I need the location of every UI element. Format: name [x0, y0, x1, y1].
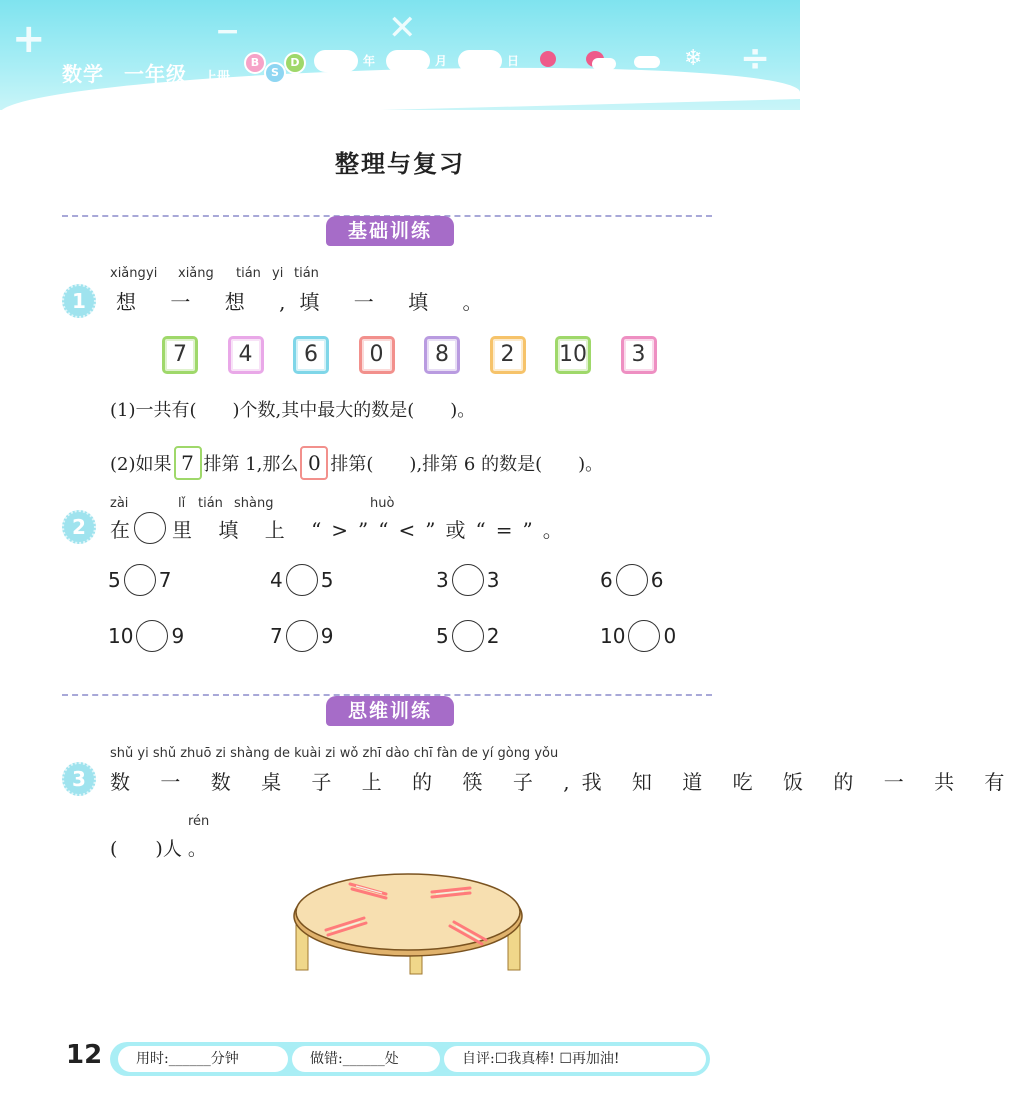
comparison-item	[270, 564, 333, 596]
compare-left: 3	[436, 568, 449, 592]
comparison-item	[270, 620, 333, 652]
q1-pinyin-4: tián	[236, 266, 261, 281]
q1-sub2-part-c: 排第( ),排第 6 的数是( )。	[330, 454, 604, 475]
compare-right: 5	[320, 568, 334, 592]
q2-pinyin-tian: tián	[198, 496, 223, 511]
compare-right: 2	[486, 624, 500, 648]
q3-text: 数 一 数 桌 子 上 的 筷 子 ,我 知 道 吃 饭 的 一 共 有	[110, 770, 1016, 794]
compare-left: 4	[270, 568, 283, 592]
footer-time[interactable]: 用时:______分钟	[118, 1046, 288, 1072]
number-card: 4	[228, 336, 264, 374]
round-table-illustration	[290, 870, 530, 980]
grade-label: 一年级	[124, 62, 187, 86]
question-number-3: 3	[62, 762, 96, 796]
month-label: 月	[435, 54, 448, 68]
compare-left: 7	[270, 624, 283, 648]
q2-pinyin-zai: zài	[110, 496, 129, 511]
page-title: 整理与复习	[335, 150, 465, 178]
times-decoration: ✕	[388, 8, 417, 48]
q1-sub2-part-b: 排第 1,那么	[203, 454, 299, 475]
q1-sub2-part-a: (2)如果	[110, 454, 172, 475]
question-number-2: 2	[62, 510, 96, 544]
comparison-item	[108, 564, 171, 596]
volume-label: 上册	[204, 70, 231, 85]
compare-circle-input[interactable]	[452, 564, 484, 596]
footer-self-eval[interactable]: 自评:☐我真棒! ☐再加油!	[444, 1046, 706, 1072]
q1-pinyin-5: yi	[272, 266, 284, 281]
day-field[interactable]	[458, 50, 502, 72]
q1-sub1: (1)一共有( )个数,其中最大的数是( )。	[110, 400, 476, 421]
q1-pinyin-1: xiǎng	[110, 266, 146, 281]
number-cards	[162, 336, 662, 372]
day-label: 日	[507, 54, 520, 68]
month-field[interactable]	[386, 50, 430, 72]
compare-left: 5	[436, 624, 449, 648]
bsd-b: B	[244, 52, 266, 74]
minus-decoration: −	[215, 14, 241, 49]
q2-pinyin-li: lǐ	[178, 496, 186, 511]
q2-text-a: 在	[110, 517, 140, 542]
q1-pinyin-2: yi	[146, 266, 158, 281]
compare-circle-input[interactable]	[124, 564, 156, 596]
number-card: 3	[621, 336, 657, 374]
compare-circle-input[interactable]	[452, 620, 484, 652]
compare-circle-input[interactable]	[616, 564, 648, 596]
comparison-item	[108, 620, 184, 652]
compare-left: 6	[600, 568, 613, 592]
section-tag-thinking: 思维训练	[326, 696, 454, 726]
compare-right: 0	[663, 624, 677, 648]
inline-card-7: 7	[174, 446, 202, 480]
subject-label: 数学	[62, 62, 104, 86]
number-card: 0	[359, 336, 395, 374]
page-number: 12	[66, 1040, 103, 1070]
compare-left: 10	[108, 624, 134, 648]
number-card: 7	[162, 336, 198, 374]
number-card: 2	[490, 336, 526, 374]
number-card: 8	[424, 336, 460, 374]
compare-circle-input[interactable]	[286, 564, 318, 596]
divide-decoration: ÷	[740, 38, 771, 79]
comparison-item	[600, 564, 663, 596]
compare-circle-input[interactable]	[286, 620, 318, 652]
inline-card-0: 0	[300, 446, 328, 480]
compare-left: 5	[108, 568, 121, 592]
bsd-s: S	[264, 62, 286, 84]
q1-sub2	[110, 446, 603, 480]
compare-circle-input[interactable]	[628, 620, 660, 652]
q2-pinyin-huo: huò	[370, 496, 395, 511]
snow-weather-icon[interactable]: ❄	[684, 46, 703, 71]
footer-errors[interactable]: 做错:______处	[292, 1046, 440, 1072]
compare-right: 3	[486, 568, 500, 592]
compare-circle-input[interactable]	[136, 620, 168, 652]
q1-pinyin-6: tián	[294, 266, 319, 281]
q2-example-circle	[134, 512, 166, 544]
number-card: 10	[555, 336, 591, 374]
comparison-item	[600, 620, 676, 652]
compare-right: 6	[650, 568, 664, 592]
question-number-1: 1	[62, 284, 96, 318]
q3-text2: ( )人 。	[110, 838, 207, 860]
bsd-d: D	[284, 52, 306, 74]
q2-text-b: 里 填 上 “>”“<”或“=”。	[172, 517, 573, 542]
plus-decoration: +	[12, 16, 46, 62]
year-label: 年	[363, 54, 376, 68]
comparison-item	[436, 620, 499, 652]
q2-text	[110, 512, 573, 544]
q1-pinyin-3: xiǎng	[178, 266, 214, 281]
compare-right: 9	[320, 624, 334, 648]
compare-right: 9	[171, 624, 185, 648]
q1-text: 想 一 想 ,填 一 填 。	[116, 290, 497, 314]
sun-weather-icon[interactable]	[540, 51, 556, 67]
number-card: 6	[293, 336, 329, 374]
compare-left: 10	[600, 624, 626, 648]
q2-pinyin-shang: shàng	[234, 496, 274, 511]
section-tag-basic: 基础训练	[326, 216, 454, 246]
q3-pinyin-ren: rén	[188, 814, 210, 829]
comparison-item	[436, 564, 499, 596]
cloud-icon	[592, 58, 616, 70]
q3-pinyin: shǔ yi shǔ zhuō zi shàng de kuài zi wǒ zhī dào chī fàn de yí gòng yǒu	[110, 746, 559, 761]
rain-weather-icon[interactable]	[634, 56, 660, 68]
year-field[interactable]	[314, 50, 358, 72]
compare-right: 7	[158, 568, 172, 592]
